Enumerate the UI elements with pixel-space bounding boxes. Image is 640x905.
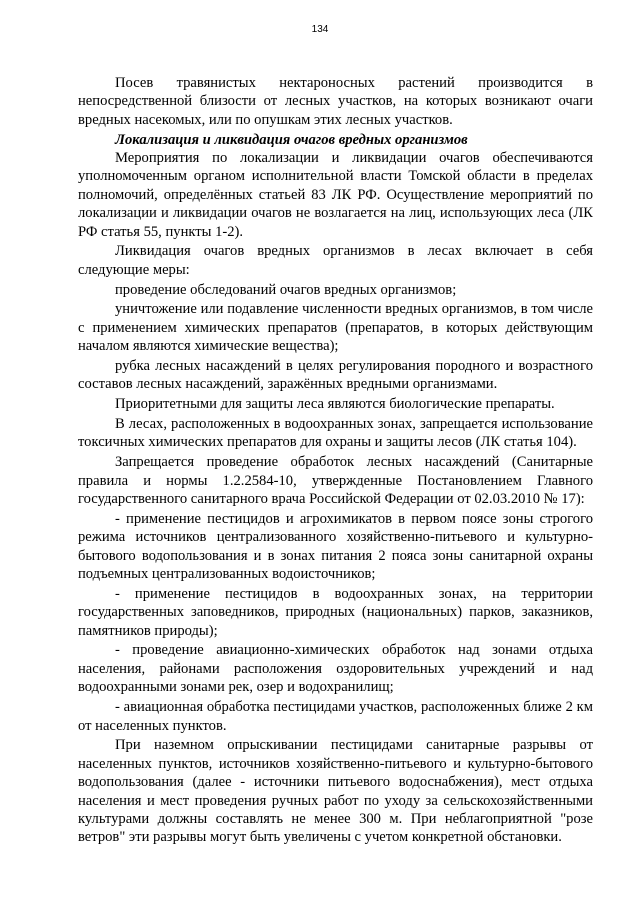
- list-item-pesticides-first-belt: - применение пестицидов и агрохимикатов в первом поясе зоны строгого режима источников централизованного хозяйственно-питьевого и культурно-бытового водопользования и в зонах питания 2 пояса зоны санитарной охраны подъемных централизованных водоисточников;: [78, 510, 593, 583]
- section-heading: Локализация и ликвидация очагов вредных организмов: [115, 131, 468, 148]
- paragraph-nectar-plants: Посев травянистых нектароносных растений производится в непосредственной близости от лесных участков, на которых возникают очаги вредных насекомых, или по опушкам этих лесных участков.: [78, 75, 593, 128]
- page-number: 134: [311, 24, 329, 35]
- document-body: [78, 74, 593, 848]
- list-item-felling: рубка лесных насаждений в целях регулирования породного и возрастного составов лесных насаждений, заражённых вредными организмами.: [78, 358, 593, 393]
- paragraph-liquidation-intro: Ликвидация очагов вредных организмов в лесах включает в себя следующие меры:: [78, 243, 593, 278]
- list-item-surveys: проведение обследований очагов вредных организмов;: [115, 281, 457, 298]
- paragraph-water-protection: В лесах, расположенных в водоохранных зонах, запрещается использование токсичных химических препаратов для охраны и защиты лесов (ЛК статья 104).: [78, 416, 593, 451]
- list-item-pesticides-water-zones: - применение пестицидов в водоохранных зонах, на территории государственных заповедников, природных (национальных) парков, заказников, памятников природы);: [78, 585, 593, 639]
- list-item-aerial-near-settlements: - авиационная обработка пестицидами участков, расположенных ближе 2 км от населенных пунктов.: [78, 699, 593, 734]
- list-item-suppression: уничтожение или подавление численности вредных организмов, в том числе с применением химических препаратов (препаратов, в которых действующим началом являются химические вещества);: [78, 301, 593, 355]
- paragraph-biological-priority: Приоритетными для защиты леса являются биологические препараты.: [115, 396, 555, 413]
- list-item-aerial-chemical: - проведение авиационно-химических обработок над зонами отдыха населения, районами расположения оздоровительных учреждений и над водоохранными зонами рек, озер и водохранилищ;: [78, 642, 593, 696]
- paragraph-sanitary-gaps: При наземном опрыскивании пестицидами санитарные разрывы от населенных пунктов, источников хозяйственно-питьевого и культурно-бытового водопользования (далее - источники питьевого водоснабжения), мест отдыха населения и мест проведения ручных работ по уходу за сельскохозяйственными культурами должны составлять не менее 300 м. При неблагоприятной "розе ветров" эти разрывы могут быть увеличены с учетом конкретной обстановки.: [78, 737, 593, 846]
- paragraph-measures-authority: Мероприятия по локализации и ликвидации очагов обеспечиваются уполномоченным органом исполнительной власти Томской области в пределах полномочий, определённых статьей 83 ЛК РФ. Осуществление мероприятий по локализации и ликвидации очагов не возлагается на лиц, использующих леса (ЛК РФ статья 55, пункты 1-2).: [78, 150, 593, 240]
- paragraph-treatment-prohibition: Запрещается проведение обработок лесных насаждений (Санитарные правила и нормы 1.2.2584-10, утвержденные Постановлением Главного государственного санитарного врача Российской Федерации от 02.03.2010 № 17):: [78, 454, 593, 508]
